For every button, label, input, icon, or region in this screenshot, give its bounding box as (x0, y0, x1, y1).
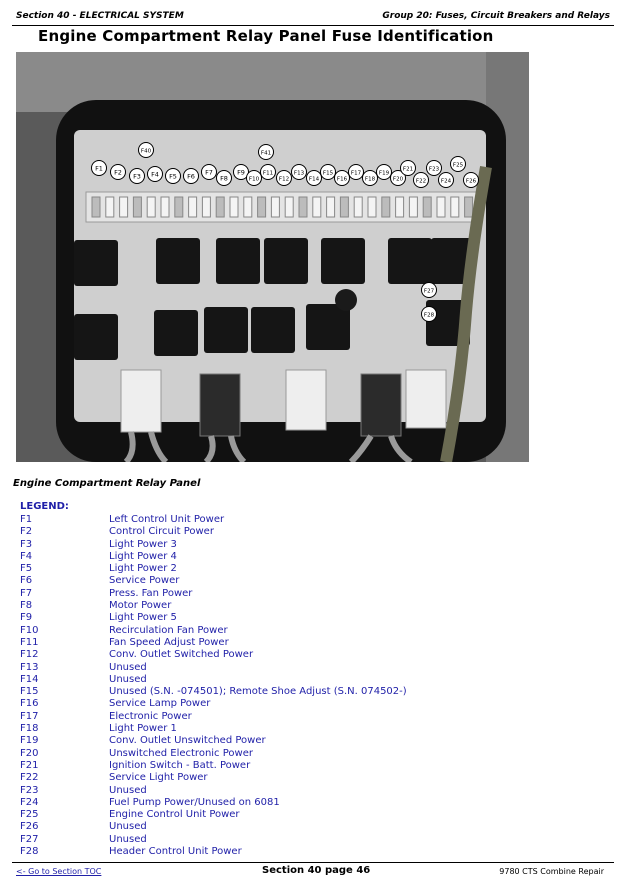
fuse-callout-f8 (217, 171, 232, 186)
legend-description: Press. Fan Power (109, 587, 193, 599)
fuse-callout-label: F20 (392, 176, 404, 183)
legend-description: Conv. Outlet Switched Power (109, 649, 254, 661)
legend-code: F11 (20, 636, 39, 648)
legend-description: Light Power 3 (109, 538, 177, 550)
fuse-callout-f10 (247, 171, 262, 186)
toc-link[interactable]: <- Go to Section TOC (16, 867, 102, 876)
fuse-callout-f15 (321, 165, 336, 180)
legend-item (20, 674, 407, 686)
legend-code: F22 (20, 772, 39, 784)
legend-item (20, 760, 407, 772)
fuse-callout-label: F1 (95, 164, 103, 173)
legend-description: Light Power 1 (109, 723, 177, 735)
fuse-callout-f41 (259, 145, 274, 160)
legend-code: F12 (20, 649, 39, 661)
legend-description: Electronic Power (109, 710, 192, 722)
legend-item (20, 539, 407, 551)
legend-item (20, 797, 407, 809)
legend-code: F20 (20, 747, 39, 759)
legend-code: F19 (20, 735, 39, 747)
legend-description: Recirculation Fan Power (109, 624, 228, 636)
fuse-callout-label: F15 (322, 170, 334, 177)
legend-description: Unswitched Electronic Power (109, 747, 253, 759)
fuse-callout-f16 (335, 171, 350, 186)
legend-item (20, 698, 407, 710)
fuse-callout-label: F12 (278, 176, 290, 183)
legend-item (20, 662, 407, 674)
fuse-callout-f7 (202, 165, 217, 180)
legend-item (20, 748, 407, 760)
legend-code: F14 (20, 673, 39, 685)
fuse-callout-f24 (439, 173, 454, 188)
fuse-callout-f18 (363, 171, 378, 186)
legend-item (20, 809, 407, 821)
legend-code: F9 (20, 612, 33, 624)
legend-description: Unused (S.N. -074501); Remote Shoe Adjust (S.N. 074502-) (109, 686, 407, 698)
legend-item (20, 649, 407, 661)
fuse-callout-label: F10 (248, 176, 260, 183)
legend-description: Header Control Unit Power (109, 846, 242, 858)
fuse-callout-f11 (261, 165, 276, 180)
legend-item (20, 711, 407, 723)
fuse-callout-f19 (377, 165, 392, 180)
legend-list (20, 514, 407, 858)
fuse-callout-f25 (451, 157, 466, 172)
fuse-callout-f4 (148, 167, 163, 182)
legend-description: Light Power 4 (109, 550, 177, 562)
footer-divider (12, 862, 614, 863)
legend-description: Fuel Pump Power/Unused on 6081 (109, 796, 280, 808)
header-divider (12, 25, 614, 26)
legend-code: F8 (20, 600, 33, 612)
legend-item (20, 588, 407, 600)
fuse-callout-label: F27 (423, 288, 435, 295)
fuse-callout-label: F23 (428, 166, 440, 173)
fuse-callout-f22 (414, 173, 429, 188)
legend-description: Service Power (109, 575, 180, 587)
legend-code: F28 (20, 846, 39, 858)
fuse-callout-f13 (292, 165, 307, 180)
legend-code: F26 (20, 821, 39, 833)
legend-code: F2 (20, 526, 33, 538)
fuse-callout-label: F5 (169, 172, 177, 181)
legend-description: Fan Speed Adjust Power (109, 636, 229, 648)
fuse-callout-f28 (422, 307, 437, 322)
legend-item (20, 563, 407, 575)
fuse-callout-f40 (139, 143, 154, 158)
fuse-callout-label: F19 (378, 170, 390, 177)
fuse-callout-label: F7 (205, 168, 213, 177)
legend-item (20, 686, 407, 698)
legend-title: LEGEND: (20, 501, 69, 512)
legend-code: F10 (20, 624, 39, 636)
fuse-callout-label: F28 (423, 312, 435, 319)
page-number: Section 40 page 46 (262, 865, 371, 876)
fuse-callout-label: F41 (260, 150, 272, 157)
legend-item (20, 551, 407, 563)
legend-code: F23 (20, 784, 39, 796)
fuse-callout-label: F13 (293, 170, 305, 177)
fuse-callout-label: F4 (151, 170, 159, 179)
header-group: Group 20: Fuses, Circuit Breakers and Relays (382, 11, 610, 21)
legend-item (20, 834, 407, 846)
fuse-callout-label: F9 (237, 168, 245, 177)
fuse-callout-f1 (92, 161, 107, 176)
fuse-callout-label: F11 (262, 170, 274, 177)
legend-description: Service Lamp Power (109, 698, 211, 710)
legend-item (20, 575, 407, 587)
fuse-callout-label: F8 (220, 174, 228, 183)
legend-description: Light Power 5 (109, 612, 177, 624)
document-name: 9780 CTS Combine Repair (499, 867, 604, 876)
legend-description: Engine Control Unit Power (109, 809, 240, 821)
fuse-callout-f12 (277, 171, 292, 186)
legend-item (20, 526, 407, 538)
legend-code: F17 (20, 710, 39, 722)
legend-description: Light Power 2 (109, 563, 177, 575)
legend-code: F5 (20, 563, 33, 575)
legend-description: Conv. Outlet Unswitched Power (109, 735, 266, 747)
legend-code: F6 (20, 575, 33, 587)
legend-code: F18 (20, 723, 39, 735)
fuse-callout-label: F26 (465, 178, 477, 185)
legend-description: Unused (109, 673, 147, 685)
legend-description: Unused (109, 661, 147, 673)
page-title: Engine Compartment Relay Panel Fuse Identification (38, 27, 494, 45)
legend-code: F4 (20, 550, 33, 562)
legend-description: Service Light Power (109, 772, 208, 784)
fuse-callout-label: F21 (402, 166, 414, 173)
fuse-callout-label: F24 (440, 178, 452, 185)
fuse-callout-f6 (184, 169, 199, 184)
fuse-callout-label: F16 (336, 176, 348, 183)
legend-description: Ignition Switch - Batt. Power (109, 759, 251, 771)
legend-item (20, 637, 407, 649)
fuse-callout-label: F22 (415, 178, 427, 185)
legend-code: F25 (20, 809, 39, 821)
legend-description: Unused (109, 833, 147, 845)
legend-item (20, 785, 407, 797)
fuse-callout-f2 (111, 165, 126, 180)
legend-code: F16 (20, 698, 39, 710)
legend-code: F27 (20, 833, 39, 845)
fuse-callout-f27 (422, 283, 437, 298)
legend-item (20, 846, 407, 858)
fuse-callout-label: F2 (114, 168, 122, 177)
legend-code: F1 (20, 514, 33, 525)
fuse-callout-f26 (464, 173, 479, 188)
legend-description: Unused (109, 821, 147, 833)
fuse-callout-f3 (130, 169, 145, 184)
legend-item (20, 772, 407, 784)
legend-description: Left Control Unit Power (109, 514, 225, 525)
fuse-callout-f17 (349, 165, 364, 180)
legend-code: F7 (20, 587, 33, 599)
legend-code: F3 (20, 538, 33, 550)
fuse-callout-label: F17 (350, 170, 362, 177)
legend-item (20, 625, 407, 637)
fuse-callout-label: F3 (133, 172, 141, 181)
legend-code: F24 (20, 796, 39, 808)
legend-description: Control Circuit Power (109, 526, 214, 538)
legend-item (20, 600, 407, 612)
fuse-callout-f5 (166, 169, 181, 184)
legend-item (20, 723, 407, 735)
legend-code: F15 (20, 686, 39, 698)
fuse-callout-label: F6 (187, 172, 195, 181)
legend-code: F13 (20, 661, 39, 673)
fuse-callout-f14 (307, 171, 322, 186)
photo-caption: Engine Compartment Relay Panel (13, 478, 201, 489)
legend-code: F21 (20, 759, 39, 771)
legend-item (20, 821, 407, 833)
legend-item (20, 514, 407, 526)
fuse-callout-f21 (401, 161, 416, 176)
fuse-callout-label: F25 (452, 162, 464, 169)
legend-description: Unused (109, 784, 147, 796)
relay-panel-photo (16, 52, 529, 462)
fuse-callout-label: F14 (308, 176, 320, 183)
header-section: Section 40 - ELECTRICAL SYSTEM (16, 11, 184, 21)
legend-item (20, 612, 407, 624)
legend-description: Motor Power (109, 600, 172, 612)
fuse-callout-label: F40 (140, 148, 152, 155)
legend-item (20, 735, 407, 747)
fuse-callout-label: F18 (364, 176, 376, 183)
fuse-callout-f23 (427, 161, 442, 176)
